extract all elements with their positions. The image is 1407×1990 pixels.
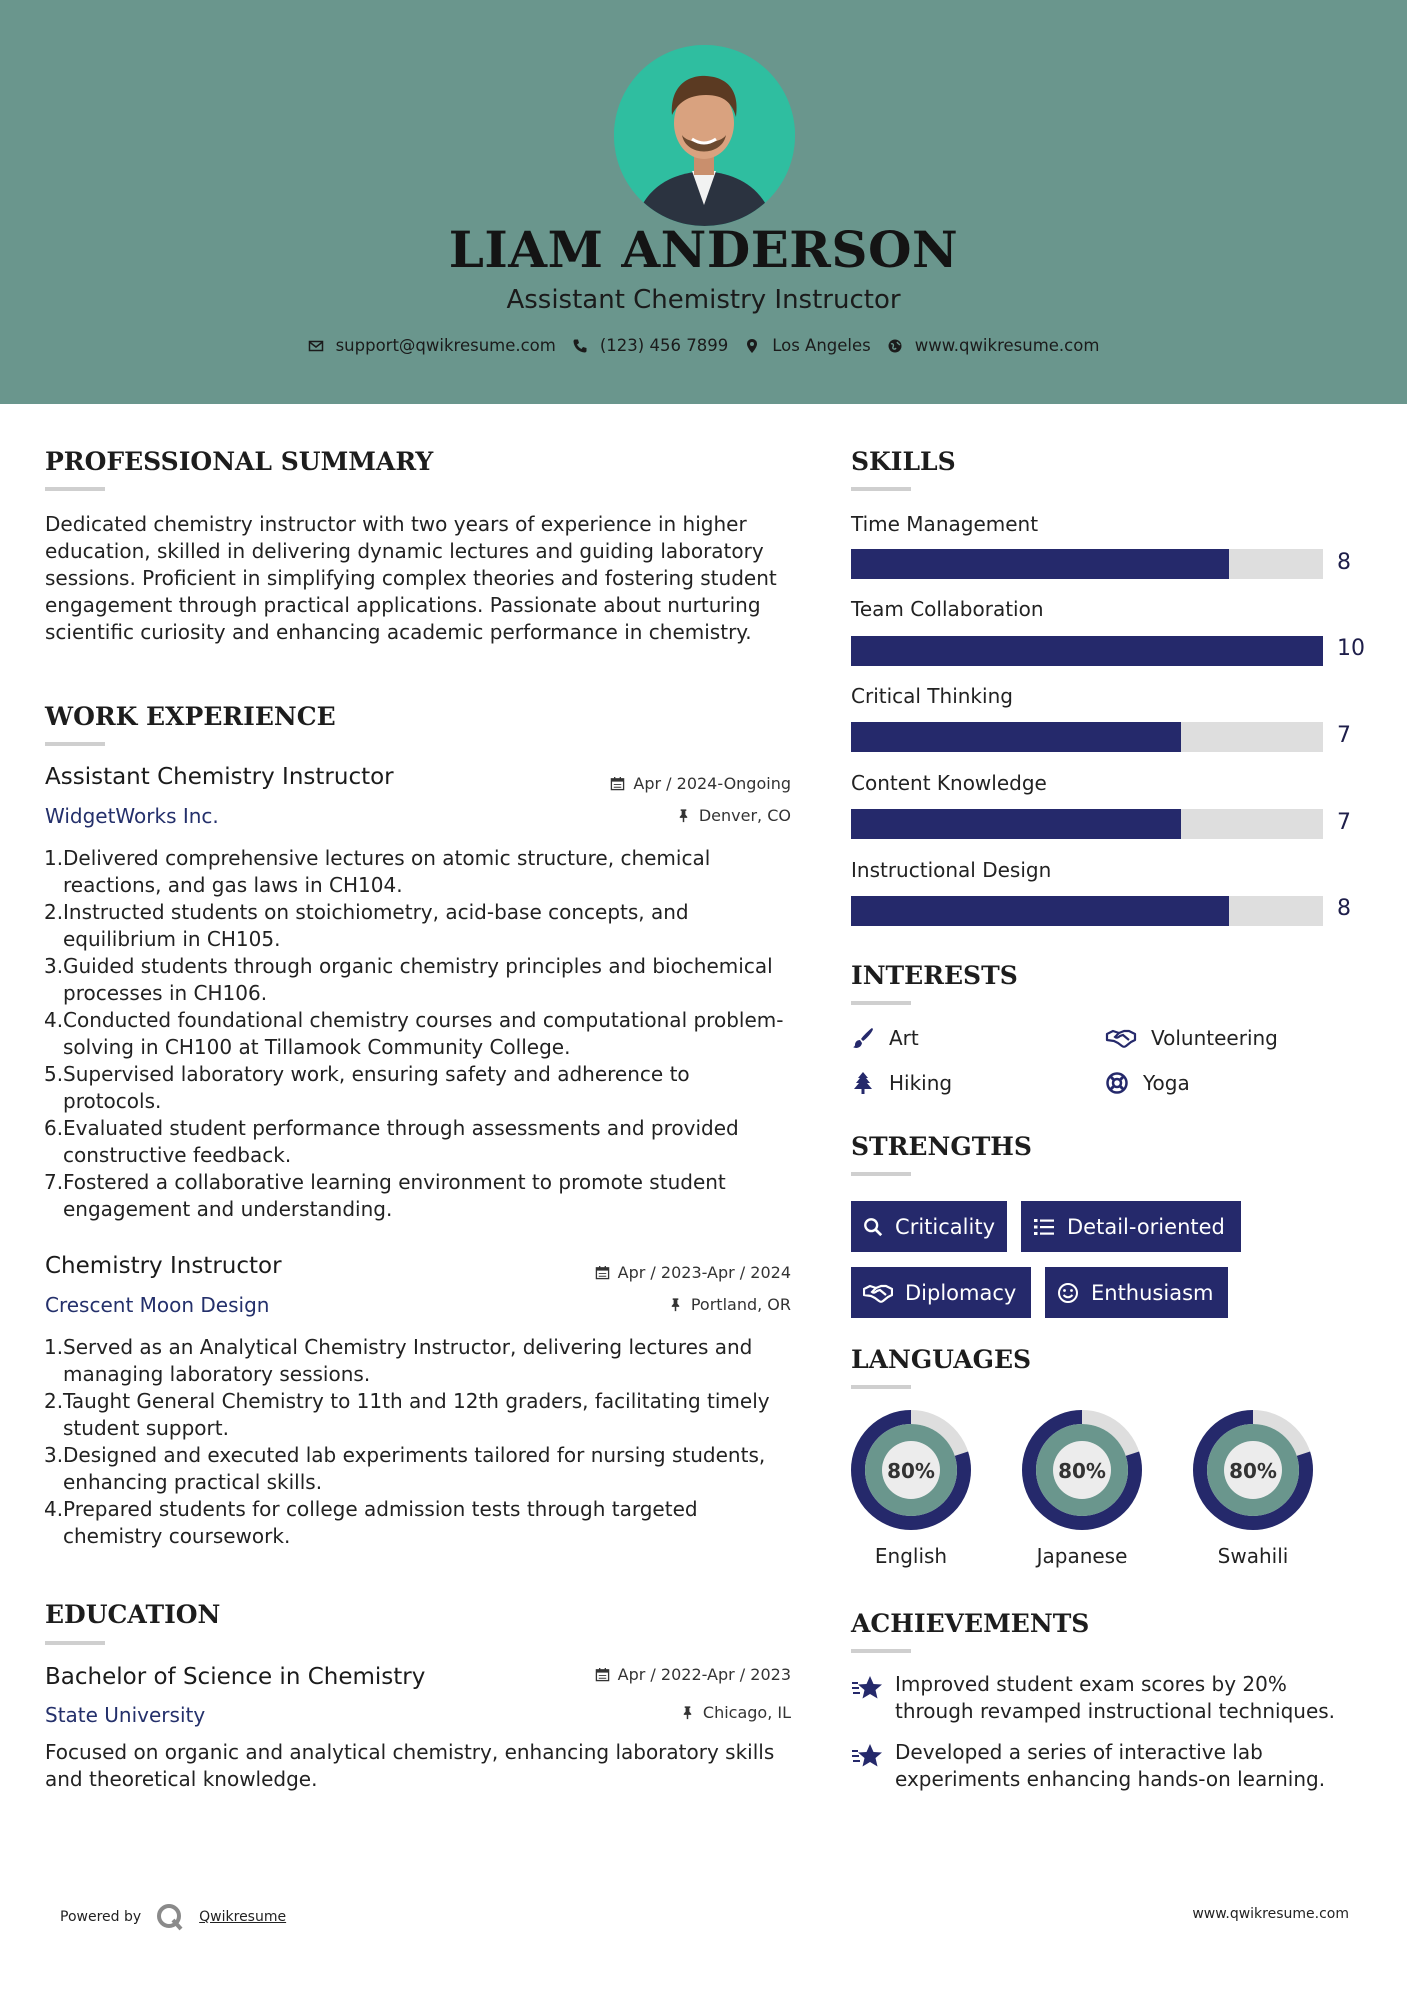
globe-icon <box>887 338 903 354</box>
smile-icon <box>1057 1282 1079 1304</box>
list-item: 6. Evaluated student performance through assessments and provided constructive feedback. <box>44 1116 739 1167</box>
phone-text: (123) 456 7899 <box>599 336 729 355</box>
language-percent: 80% <box>1229 1459 1277 1483</box>
education-location-text: Chicago, IL <box>702 1703 791 1722</box>
calendar-icon <box>595 1265 610 1280</box>
skill-label: Instructional Design <box>851 858 1052 882</box>
interest-label: Hiking <box>889 1071 953 1095</box>
interest-label: Yoga <box>1143 1071 1190 1095</box>
strength-label: Enthusiasm <box>1091 1280 1214 1305</box>
calendar-icon <box>610 776 625 791</box>
language-percent: 80% <box>887 1459 935 1483</box>
contact-bar <box>0 336 1407 355</box>
strength-badge <box>1045 1267 1228 1318</box>
resume-header <box>0 0 1407 404</box>
skill-bar <box>851 896 1323 926</box>
list-item: 4. Prepared students for college admission tests through targeted chemistry coursework. <box>44 1497 698 1548</box>
language-gauge <box>1020 1408 1144 1536</box>
strength-label: Detail-oriented <box>1067 1214 1225 1239</box>
language-gauge <box>849 1408 973 1536</box>
school-name: State University <box>45 1703 206 1727</box>
language-gauge-svg <box>1020 1408 1144 1532</box>
skill-label: Critical Thinking <box>851 684 1013 708</box>
job-company: Crescent Moon Design <box>45 1293 270 1317</box>
candidate-title: Assistant Chemistry Instructor <box>506 285 901 315</box>
interest-label: Volunteering <box>1151 1026 1278 1050</box>
list-item: 7. Fostered a collaborative learning environment to promote student engagement and understanding. <box>44 1170 726 1221</box>
tree-icon <box>851 1071 875 1095</box>
job-duties-list <box>44 845 794 1223</box>
language-gauge <box>1191 1408 1315 1536</box>
email-text: support@qwikresume.com <box>335 336 556 355</box>
interests-divider <box>851 1001 911 1005</box>
job-date-text: Apr / 2023-Apr / 2024 <box>617 1263 791 1282</box>
strengths-heading: STRENGTHS <box>851 1132 1032 1161</box>
achievement-item <box>851 1739 1371 1793</box>
skill-bar-fill <box>851 636 1323 666</box>
skill-value: 7 <box>1337 723 1351 748</box>
skill-bar-fill <box>851 896 1229 926</box>
list-item: 2. Instructed students on stoichiometry, acid-base concepts, and equilibrium in CH105. <box>44 900 689 951</box>
education-heading: EDUCATION <box>45 1600 221 1629</box>
candidate-name: LIAM ANDERSON <box>448 220 959 279</box>
profile-photo <box>614 45 795 226</box>
person-portrait-icon <box>614 45 795 226</box>
strength-badge <box>1021 1201 1241 1252</box>
job-duties-list <box>44 1334 794 1550</box>
job-company: WidgetWorks Inc. <box>45 804 219 828</box>
experience-heading: WORK EXPERIENCE <box>45 702 336 731</box>
strengths-divider <box>851 1172 911 1176</box>
skills-divider <box>851 487 911 491</box>
pushpin-icon <box>680 1705 695 1720</box>
interest-volunteering <box>1105 1026 1278 1050</box>
handshake-icon <box>863 1282 893 1304</box>
skill-bar <box>851 549 1323 579</box>
languages-divider <box>851 1385 911 1389</box>
education-date <box>595 1665 791 1684</box>
job-title: Chemistry Instructor <box>45 1253 282 1279</box>
pushpin-icon <box>668 1297 683 1312</box>
language-gauge-svg <box>849 1408 973 1532</box>
job-date-text: Apr / 2024-Ongoing <box>633 774 791 793</box>
achievements-divider <box>851 1649 911 1653</box>
qwikresume-link[interactable]: Qwikresume <box>199 1909 287 1925</box>
summary-text: Dedicated chemistry instructor with two years of experience in higher education, skilled in delivering dynamic lectures and guiding laboratory sessions. Proficient in simplifying complex theories and fostering student engagement through practical applications. Passionate about nurturing scientific curiosity and enhancing academic performance in chemistry. <box>45 512 777 644</box>
list-item: 1. Served as an Analytical Chemistry Instructor, delivering lectures and managing laboratory sessions. <box>44 1335 753 1386</box>
language-percent: 80% <box>1058 1459 1106 1483</box>
website-text: www.qwikresume.com <box>914 336 1100 355</box>
contact-location <box>744 336 871 355</box>
job-location-text: Denver, CO <box>698 806 791 825</box>
job-date <box>610 774 791 793</box>
list-item: 5. Supervised laboratory work, ensuring safety and adherence to protocols. <box>44 1062 690 1113</box>
map-pin-icon <box>744 338 760 354</box>
skill-bar <box>851 722 1323 752</box>
footer-url[interactable]: www.qwikresume.com <box>1192 1906 1349 1922</box>
footer-powered-by <box>60 1902 286 1932</box>
list-item: 2. Taught General Chemistry to 11th and 12th graders, facilitating timely student support. <box>44 1389 770 1440</box>
interest-art <box>851 1026 919 1050</box>
language-name: Japanese <box>1036 1544 1128 1568</box>
list-item: 3. Designed and executed lab experiments tailored for nursing students, enhancing practical skills. <box>44 1443 766 1494</box>
interests-heading: INTERESTS <box>851 961 1018 990</box>
job-location-text: Portland, OR <box>690 1295 791 1314</box>
skill-value: 8 <box>1337 896 1351 921</box>
job-title: Assistant Chemistry Instructor <box>45 764 394 790</box>
experience-divider <box>45 742 105 746</box>
powered-by-text: Powered by <box>60 1909 142 1925</box>
skill-bar-fill <box>851 809 1181 839</box>
summary-heading: PROFESSIONAL SUMMARY <box>45 447 434 476</box>
handshake-icon <box>1105 1026 1137 1050</box>
list-item: 1. Delivered comprehensive lectures on atomic structure, chemical reactions, and gas laws in CH104. <box>44 846 711 897</box>
language-gauge-svg <box>1191 1408 1315 1532</box>
envelope-icon <box>308 338 324 354</box>
contact-phone[interactable] <box>572 336 728 355</box>
calendar-icon <box>595 1667 610 1682</box>
lifebuoy-icon <box>1105 1071 1129 1095</box>
skill-bar <box>851 809 1323 839</box>
skill-bar-fill <box>851 722 1181 752</box>
skill-label: Content Knowledge <box>851 771 1047 795</box>
contact-website[interactable] <box>887 336 1100 355</box>
skill-value: 10 <box>1337 636 1365 661</box>
strength-badge <box>851 1201 1007 1252</box>
phone-icon <box>572 338 588 354</box>
list-item: 4. Conducted foundational chemistry courses and computational problem-solving in CH100 at Tillamook Community College. <box>44 1008 784 1059</box>
star-icon <box>851 1741 883 1771</box>
skills-heading: SKILLS <box>851 447 956 476</box>
list-item: 3. Guided students through organic chemistry principles and biochemical processes in CH106. <box>44 954 773 1005</box>
star-icon <box>851 1673 883 1703</box>
summary-divider <box>45 487 105 491</box>
search-icon <box>863 1216 883 1238</box>
language-name: Swahili <box>1217 1544 1289 1568</box>
achievement-text: Improved student exam scores by 20% through revamped instructional techniques. <box>895 1672 1336 1723</box>
interest-yoga <box>1105 1071 1190 1095</box>
achievement-text: Developed a series of interactive lab experiments enhancing hands-on learning. <box>895 1740 1326 1791</box>
job-location <box>668 1295 791 1314</box>
list-icon <box>1033 1216 1055 1238</box>
interest-hiking <box>851 1071 952 1095</box>
education-text: Focused on organic and analytical chemistry, enhancing laboratory skills and theoretical knowledge. <box>45 1740 775 1791</box>
language-name: English <box>874 1544 948 1568</box>
achievement-item <box>851 1671 1371 1725</box>
skill-label: Time Management <box>851 512 1039 536</box>
contact-email[interactable] <box>308 336 556 355</box>
skill-bar-fill <box>851 549 1229 579</box>
strength-badge <box>851 1267 1031 1318</box>
education-date-text: Apr / 2022-Apr / 2023 <box>617 1665 791 1684</box>
skill-bar <box>851 636 1323 666</box>
education-location <box>680 1703 791 1722</box>
interest-label: Art <box>889 1026 919 1050</box>
pushpin-icon <box>676 808 691 823</box>
strength-label: Criticality <box>895 1214 995 1239</box>
degree-title: Bachelor of Science in Chemistry <box>45 1664 426 1690</box>
qwikresume-logo-icon <box>155 1902 185 1932</box>
skill-value: 8 <box>1337 550 1351 575</box>
job-date <box>595 1263 791 1282</box>
education-divider <box>45 1641 105 1645</box>
job-location <box>676 806 791 825</box>
skill-value: 7 <box>1337 810 1351 835</box>
skill-label: Team Collaboration <box>851 597 1044 621</box>
location-text: Los Angeles <box>772 336 871 355</box>
achievements-heading: ACHIEVEMENTS <box>851 1609 1090 1638</box>
paintbrush-icon <box>851 1026 875 1050</box>
languages-heading: LANGUAGES <box>851 1345 1032 1374</box>
strength-label: Diplomacy <box>905 1280 1017 1305</box>
